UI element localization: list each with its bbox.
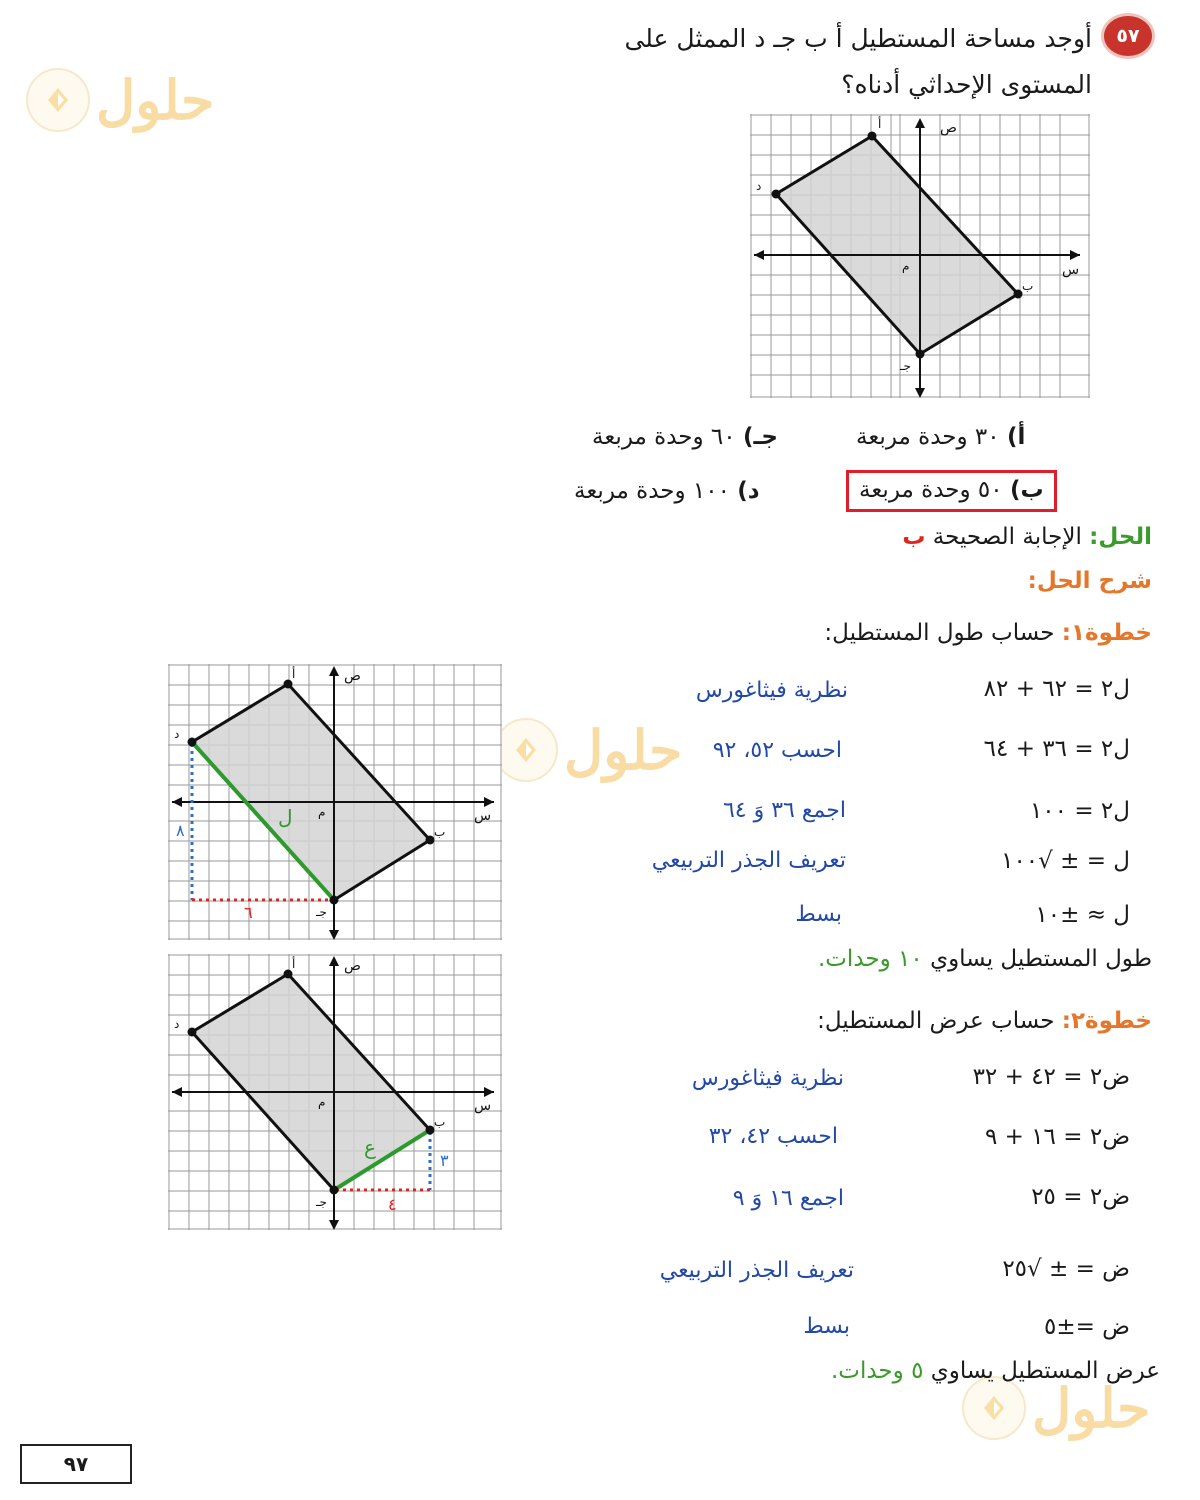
step1-equation: ل = ± √١٠٠ bbox=[1001, 848, 1130, 874]
watermark-text: حلول bbox=[96, 68, 215, 132]
step1-reason: تعريف الجذر التربيعي bbox=[651, 848, 846, 873]
coordinate-graph-main bbox=[750, 114, 1090, 398]
svg-text:ص: ص bbox=[344, 668, 361, 684]
label-vertex-a: أ bbox=[878, 117, 882, 131]
svg-text:م: م bbox=[318, 1095, 326, 1109]
coordinate-graph-length bbox=[168, 664, 502, 940]
solution-label: الحل: bbox=[1089, 524, 1152, 550]
svg-text:س: س bbox=[474, 808, 492, 824]
step2-reason: نظرية فيثاغورس bbox=[691, 1066, 844, 1091]
option-text: ٥٠ وحدة مربعة bbox=[859, 477, 1003, 503]
svg-text:أ: أ bbox=[292, 957, 296, 971]
watermark-logo-top bbox=[26, 68, 214, 132]
option-letter: أ) bbox=[1006, 424, 1026, 450]
step1-equation: ل٢ = ١٠٠ bbox=[1029, 798, 1130, 824]
label-origin: م bbox=[902, 259, 910, 273]
watermark-text: حلول bbox=[564, 718, 683, 782]
label-y-axis: ص bbox=[940, 120, 957, 136]
svg-text:جـ: جـ bbox=[316, 905, 327, 919]
svg-text:د: د bbox=[174, 1017, 180, 1031]
book-icon bbox=[962, 1376, 1026, 1440]
length-label: ل bbox=[278, 805, 293, 829]
watermark-logo-middle bbox=[494, 718, 682, 782]
option-letter: د) bbox=[737, 478, 760, 504]
arrow-icon bbox=[172, 797, 182, 807]
arrow-icon bbox=[329, 666, 339, 676]
option-letter: ب) bbox=[1009, 477, 1044, 503]
coordinate-graph-width bbox=[168, 954, 502, 1230]
step2-heading bbox=[817, 1008, 1152, 1034]
step2-equation: ض = ± √٢٥ bbox=[1002, 1256, 1130, 1282]
step1-equation: ل ≈ ±١٠ bbox=[1035, 902, 1130, 928]
svg-text:ب: ب bbox=[434, 825, 446, 839]
step2-equation: ض =±٥ bbox=[1043, 1314, 1130, 1340]
svg-text:د: د bbox=[174, 727, 180, 741]
step1-equation: ل٢ = ٦٢ + ٨٢ bbox=[983, 676, 1130, 702]
explanation-label: شرح الحل: bbox=[1027, 568, 1152, 594]
step2-equation: ض٢ = ٢٥ bbox=[1031, 1184, 1130, 1210]
step2-result-value: ٥ وحدات. bbox=[831, 1358, 924, 1384]
solution-answer-letter: ب bbox=[902, 524, 926, 550]
step1-title: حساب طول المستطيل: bbox=[824, 620, 1055, 646]
option-c[interactable] bbox=[592, 424, 778, 450]
step2-reason: تعريف الجذر التربيعي bbox=[659, 1258, 854, 1283]
step1-reason: نظرية فيثاغورس bbox=[695, 678, 848, 703]
step1-result bbox=[818, 946, 1152, 972]
question-text: أوجد مساحة المستطيل أ ب جـ د الممثل على المستوى الإحداثي أدناه؟ bbox=[624, 24, 1092, 99]
step1-equation: ل٢ = ٣٦ + ٦٤ bbox=[983, 736, 1130, 762]
rectangle-abcd bbox=[776, 136, 1018, 354]
step2-reason: احسب ٤٢، ٣٢ bbox=[708, 1124, 838, 1149]
arrow-icon bbox=[484, 1087, 494, 1097]
option-text: ٦٠ وحدة مربعة bbox=[592, 424, 736, 450]
step1-label: خطوة١: bbox=[1061, 620, 1152, 646]
arrow-icon bbox=[329, 956, 339, 966]
option-letter: جـ) bbox=[742, 424, 778, 450]
step2-reason: اجمع ١٦ وَ ٩ bbox=[732, 1186, 844, 1211]
svg-text:ب: ب bbox=[434, 1115, 446, 1129]
book-icon bbox=[26, 68, 90, 132]
step2-label: خطوة٢: bbox=[1061, 1008, 1152, 1034]
option-text: ١٠٠ وحدة مربعة bbox=[574, 478, 730, 504]
option-text: ٣٠ وحدة مربعة bbox=[856, 424, 1000, 450]
rise-label: ٨ bbox=[176, 821, 185, 840]
svg-text:م: م bbox=[318, 805, 326, 819]
step1-heading bbox=[824, 620, 1152, 646]
svg-text:جـ: جـ bbox=[316, 1195, 327, 1209]
solution-answer-text: الإجابة الصحيحة bbox=[932, 524, 1082, 550]
arrow-icon bbox=[754, 250, 764, 260]
watermark-logo-bottom bbox=[962, 1376, 1150, 1440]
run-label: ٤ bbox=[388, 1195, 397, 1214]
step2-reason: بسط bbox=[803, 1314, 850, 1339]
option-a[interactable] bbox=[856, 424, 1025, 450]
svg-text:س: س bbox=[474, 1098, 492, 1114]
step2-result bbox=[831, 1358, 1160, 1384]
step1-result-value: ١٠ وحدات. bbox=[817, 946, 923, 972]
rise-label: ٣ bbox=[440, 1151, 449, 1170]
arrow-icon bbox=[915, 118, 925, 128]
option-d[interactable] bbox=[574, 478, 760, 504]
arrow-icon bbox=[484, 797, 494, 807]
arrow-icon bbox=[172, 1087, 182, 1097]
option-b-correct[interactable] bbox=[846, 470, 1057, 512]
label-vertex-b: ب bbox=[1022, 279, 1034, 293]
step1-reason: اجمع ٣٦ وَ ٦٤ bbox=[722, 798, 846, 823]
step1-reason: بسط bbox=[795, 902, 842, 927]
label-x-axis: س bbox=[1062, 262, 1080, 278]
step2-equation: ض٢ = ١٦ + ٩ bbox=[984, 1124, 1130, 1150]
step1-reason: احسب ٥٢، ٩٢ bbox=[712, 738, 842, 763]
label-vertex-d: د bbox=[756, 179, 762, 193]
run-label: ٦ bbox=[244, 903, 253, 922]
page-number: ٩٧ bbox=[20, 1444, 132, 1484]
svg-text:أ: أ bbox=[292, 667, 296, 681]
step1-result-text: طول المستطيل يساوي bbox=[930, 946, 1152, 972]
width-label: ع bbox=[364, 1135, 376, 1159]
step2-title: حساب عرض المستطيل: bbox=[817, 1008, 1055, 1034]
step2-result-text: عرض المستطيل يساوي bbox=[930, 1358, 1160, 1384]
arrow-icon bbox=[1070, 250, 1080, 260]
svg-text:ص: ص bbox=[344, 958, 361, 974]
step2-equation: ض٢ = ٤٢ + ٣٢ bbox=[972, 1064, 1130, 1090]
label-vertex-c: جـ bbox=[900, 359, 911, 373]
watermark-text: حلول bbox=[1032, 1376, 1151, 1440]
question-number-badge: ٥٧ bbox=[1104, 16, 1152, 56]
book-icon bbox=[494, 718, 558, 782]
solution-line bbox=[902, 524, 1152, 550]
